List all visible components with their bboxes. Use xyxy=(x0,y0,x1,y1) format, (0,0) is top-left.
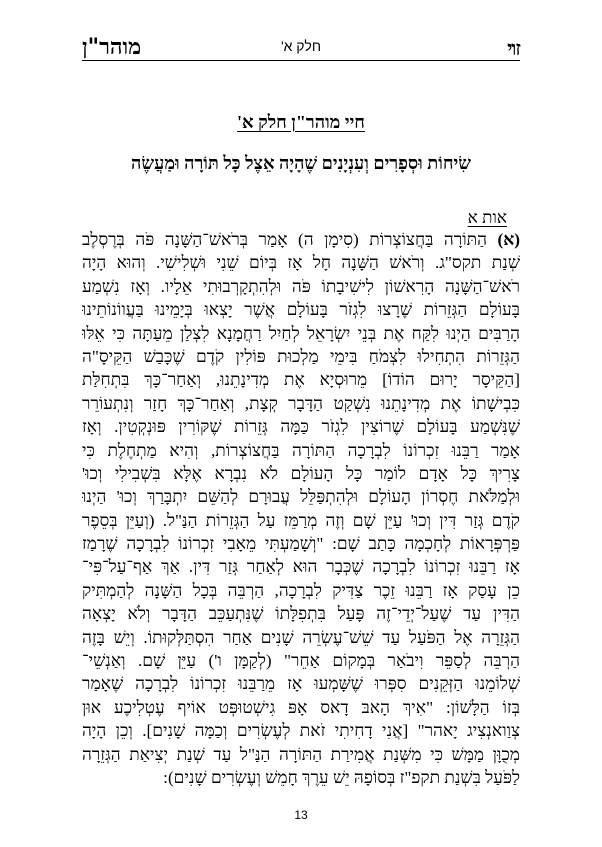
body-line: בְּזוֹ הַלָּשׁוֹן: "אִיךְ הָאבּ דָאס אָפּ גִישְׁטוּפְּט אוֹיף עֶטְלִיכֶע אוּן xyxy=(82,697,520,717)
body-line: פַּרְפְּרָאוֹת לְחָכְמָה כָּתַב שָׁם: "וְשָׁמַעְתִּי מֵאָבִי זִכְרוֹנוֹ לִבְרָכָה שֶׁרָמַז xyxy=(82,534,520,554)
body-line: הַרְבֵּה לְסַפֵּר וִיבֹאַר בְּמָקוֹם אַחֵר" (לְקַמָּן ו') עַיֵּן שָׁם. וְאַנְשֵׁי־ xyxy=(82,651,520,671)
body-line: הַגְּזֵרוֹת הִתְחִילוּ לִצְמֹחַ בִּימֵי מַלְכוּת פּוֹלִין קֹדֶם שֶׁכָּבַשׁ הַקֵּיסָ"ה xyxy=(82,346,520,366)
body-line xyxy=(82,228,520,251)
header-left-title: מוהר"ן xyxy=(82,34,142,60)
book-title-text: חיי מוהר"ן חלק א' xyxy=(237,112,365,132)
body-line-last: לַפֹּעַל בִּשְׁנַת תקפ"ז בְּסוֹפָהּ יֵשׁ עֵרֶךְ חָמֵשׁ וְעֶשְׂרִים שָׁנִים): xyxy=(163,767,520,787)
body-line: קֹדֶם גְּזַר דִּין וְכוּ' עַיֵּן שָׁם וְזֶה מְרַמֵּז עַל הַגְּזֵרוֹת הַנַּ"ל. (וְעַיֵּן בְּסֵפֶר xyxy=(82,510,520,530)
header-right-title: זוי xyxy=(507,36,520,60)
paragraph-mark: (א) xyxy=(497,230,520,249)
running-header xyxy=(82,34,520,61)
page-number: 13 xyxy=(294,808,308,822)
body-line: הַגְּזֵרָה אֶל הַפֹּעַל עַד שֵׁשׁ־עֶשְׂרֵה שָׁנִים אַחַר הִסְתַּלְּקוּתוֹ. וְיֵשׁ בָּזֶה xyxy=(82,627,520,647)
body-line: כִּבְישָׁתוֹ אֶת מְדִינָתֵנוּ נִשְׁקַט הַדָּבָר קְצָת, וְאַחַר־כָּךְ חָזַר וְנִתְעוֹרֵר xyxy=(82,393,520,413)
letter-heading: אות א xyxy=(467,208,507,227)
body-line: [הַקֵּיסָר יָרוּם הוֹדוֹ] מֵרוּסְיָא אֶת מְדִינָתֵנוּ, וְאַחַר־כָּךְ בִּתְחִלַּת xyxy=(82,370,520,390)
body-line: כֵן עָסַק אָז רַבֵּנוּ זֵכֶר צַדִּיק לִבְרָכָה, הַרְבֵּה בְּכָל הַשָּׁנָה לְהַמְתִּיק xyxy=(82,580,520,600)
body-line: הָרַבִּים הַיְנוּ לִקַּח אֶת בְּנֵי יִשְׂרָאֵל לְחַיִל רַחֲמָנָא לִצְלַן מֵעַתָּה כִּי אֵלּוּ xyxy=(82,323,520,343)
body-line: אָמַר רַבֵּנוּ זִכְרוֹנוֹ לִבְרָכָה הַתּוֹרָה בַּחֲצוֹצְרוֹת, וְהִיא מַתְחֶלֶת כִּי xyxy=(82,440,520,460)
body-line: בָּעוֹלָם הַגְּזֵרוֹת שֶׁרָצוּ לִגְזֹר בָּעוֹלָם אֲשֶׁר יָצְאוּ בְּיָמֵינוּ בַּעֲווֹנוֹתֵינוּ xyxy=(82,300,520,320)
book-title xyxy=(0,112,602,133)
body-line: מְכֻוָּן מַמָּשׁ כִּי מִשְּׁנַת אֲמִירַת הַתּוֹרָה הַנַּ"ל עַד שְׁנַת יְצִיאַת הַגְּזֵרָה xyxy=(82,744,520,764)
body-line: אָז רַבֵּנוּ זִכְרוֹנוֹ לִבְרָכָה שֶׁכְּבָר הוּא לְאַחַר גְּזַר דִּין. אַךְ אַף־עַל־פִּי־ xyxy=(82,557,520,577)
body-paragraph xyxy=(82,228,520,789)
body-line: צָרִיךְ כָּל אָדָם לוֹמַר כָּל הָעוֹלָם לֹא נִבְרָא אֶלָּא בִּשְׁבִילִי וְכוּ' xyxy=(82,463,520,483)
body-line: שְׁנַת תקס"ג. וְרֹאשׁ הַשָּׁנָה חָל אָז בְּיוֹם שֵׁנִי וּשְׁלִישִׁי. וְהוּא הָיָה xyxy=(82,253,520,273)
header-center-title: חלק א' xyxy=(280,38,322,54)
body-line: וּלְמַלֹּאת חֶסְרוֹן הָעוֹלָם וּלְהִתְפַּלֵּל עֲבוּרָם לְהַשֵּׁם יִתְבָּרַךְ וְכוּ' הַיְנוּ xyxy=(82,487,520,507)
body-line-text: הַתּוֹרָה בַּחֲצוֹצְרוֹת (סִימָן ה) אָמַר בְּרֹאשׁ־הַשָּׁנָה פֹּה בְּרֶסְלֶב xyxy=(82,230,488,249)
body-line: שְׁלוֹמֵנוּ הַזְּקֵנִים סִפְּרוּ שֶׁשָּׁמְעוּ אָז מֵרַבֵּנוּ זִכְרוֹנוֹ לִבְרָכָה שֶׁאָמַר xyxy=(82,674,520,694)
body-line: שֶׁנִּשְׁמַע בָּעוֹלָם שֶׁרוֹצִין לִגְזֹר כַּמָּה גְּזֵרוֹת שֶׁקּוֹרִין פּוּנְקְטִין. וְאָז xyxy=(82,417,520,437)
section-title: שִׂיחוֹת וּסְפָרִים וְעִנְיָנִים שֶׁהָיָה אֵצֶל כָּל תּוֹרָה וּמַעֲשֶׂה xyxy=(131,153,471,173)
body-line: צְוַואנְצִיג יָאהר" [אֲנִי דָחִיתִי זֹאת לְעֶשְׂרִים וְכַמָּה שָׁנִים]. וְכֵן הָיָה xyxy=(82,721,520,741)
body-line: הַדִּין עַד שֶׁעַל־יְדֵי־זֶה פָּעַל בִּתְפִלָּתוֹ שֶׁנִּתְעַכֵּב הַדָּבָר וְלֹא יָצְאָה xyxy=(82,604,520,624)
body-line: רֹאשׁ־הַשָּׁנָה הָרִאשׁוֹן לִישִׁיבָתוֹ פֹּה וּלְהִתְקָרְבוּתִי אֵלָיו. וְאָז נִשְׁמַע xyxy=(82,276,520,296)
